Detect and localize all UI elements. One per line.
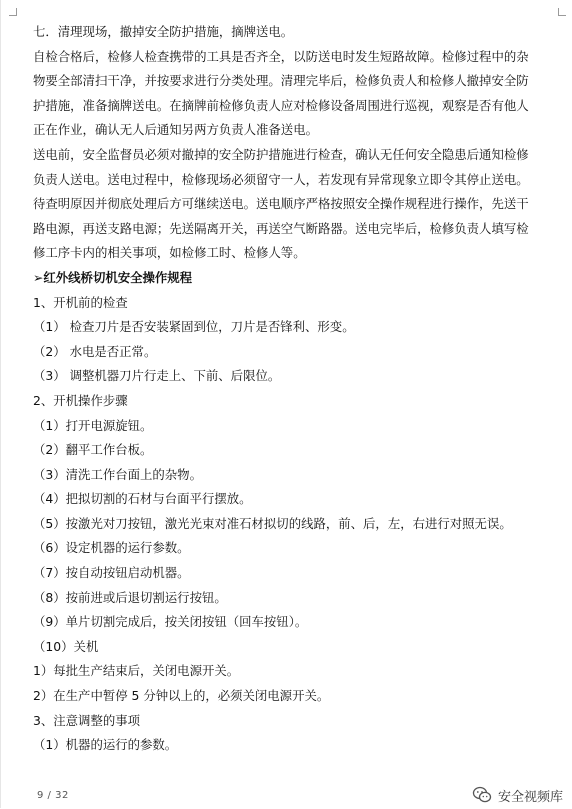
list-item: （5）按激光对刀按钮，激光光束对准石材拟切的线路，前、后，左，右进行对照无误。 — [33, 515, 512, 531]
list-item: （3） 调整机器刀片行走上、下前、后限位。 — [33, 368, 281, 384]
procedure-title: ➢红外线桥切机安全操作规程 — [33, 269, 193, 285]
list-item: （1）打开电源旋钮。 — [33, 417, 153, 433]
list-item: （1）机器的运行的参数。 — [33, 737, 178, 753]
list-item: （2）翻平工作台板。 — [33, 442, 153, 458]
crop-mark-top-right — [558, 8, 566, 16]
page-footer — [1, 784, 572, 808]
section-heading: 七．清理现场，撤掉安全防护措施，摘牌送电。 — [33, 24, 294, 39]
list-item: （7）按自动按钮启动机器。 — [33, 565, 190, 581]
subsection-heading: 1、开机前的检查 — [33, 294, 128, 310]
page-number: 9 / 32 — [37, 790, 69, 801]
list-item: （4）把拟切割的石材与台面平行摆放。 — [33, 491, 252, 507]
paragraph-line: 正在作业，确认无人后通知另两方负责人准备送电。 — [33, 122, 318, 138]
paragraph-line: 自检合格后，检修人检查携带的工具是否齐全，以防送电时发生短路故障。检修过程中的杂 — [33, 48, 529, 64]
paragraph-line: 物要全部清扫干净，并按要求进行分类处理。清理完毕后，检修负责人和检修人撤掉安全防 — [33, 73, 529, 89]
crop-mark-top-left — [9, 8, 17, 16]
paragraph-line: 路电源，再送支路电源；先送隔离开关，再送空气断路器。送电完毕后，检修负责人填写检 — [33, 220, 529, 236]
watermark-text: 安全视频库 — [497, 789, 563, 805]
list-item: （3）清洗工作台面上的杂物。 — [33, 466, 202, 482]
paragraph-line: 待查明原因并彻底处理后方可继续送电。送电顺序严格按照安全操作规程进行操作，先送干 — [33, 196, 529, 212]
watermark — [472, 784, 563, 806]
list-item: 2）在生产中暂停 5 分钟以上的，必须关闭电源开关。 — [33, 688, 330, 704]
subsection-heading: 3、注意调整的事项 — [33, 712, 141, 728]
list-item: （9）单片切割完成后，按关闭按钮（回车按钮）。 — [33, 614, 308, 630]
paragraph-line: 修工序卡内的相关事项，如检修工时、检修人等。 — [33, 245, 306, 261]
wechat-icon — [472, 785, 492, 805]
paragraph-line: 负责人送电。送电过程中，检修现场必须留守一人，若发现有异常现象立即令其停止送电。 — [33, 171, 529, 187]
list-item: （10）关机 — [33, 638, 99, 654]
list-item: （1） 检查刀片是否安装紧固到位，刀片是否锋利、形变。 — [33, 319, 355, 335]
paragraph-line: 护措施，准备摘牌送电。在摘牌前检修负责人应对检修设备周围进行巡视，观察是否有他人 — [33, 97, 529, 113]
list-item: （2） 水电是否正常。 — [33, 343, 157, 359]
list-item: 1）每批生产结束后，关闭电源开关。 — [33, 663, 240, 679]
subsection-heading: 2、开机操作步骤 — [33, 392, 128, 408]
document-body — [33, 20, 553, 758]
list-item: （8）按前进或后退切割运行按钮。 — [33, 589, 227, 605]
paragraph-line: 送电前，安全监督员必须对撤掉的安全防护措施进行检查，确认无任何安全隐患后通知检修 — [33, 146, 529, 162]
list-item: （6）设定机器的运行参数。 — [33, 540, 190, 556]
